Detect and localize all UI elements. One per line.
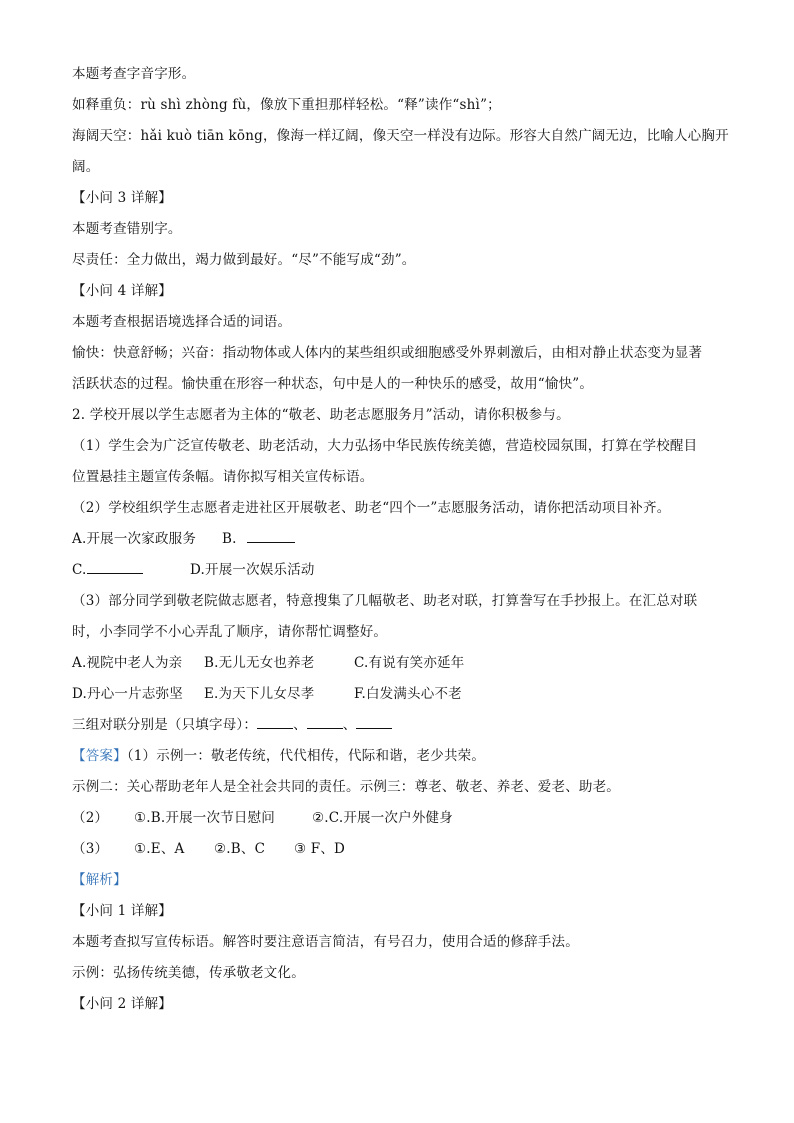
question-part: （2）学校组织学生志愿者走进社区开展敬老、助老“四个一”志愿服务活动，请你把活动项目补齐。 [72, 500, 671, 516]
answer-blank[interactable] [307, 714, 343, 729]
answer-2-2: ②.C.开展一次户外健身 [312, 810, 453, 826]
answer-3-3: ③ F、D [294, 841, 346, 857]
text-line: 本题考查错别字。 [72, 221, 182, 237]
couplet-option-a: A.视院中老人为亲 [72, 655, 183, 671]
text-line: 海阔天空：hǎi kuò tiān kōng，像海一样辽阔，像天空一样没有边际。形容大自然广阔无边，比喻人心胸开 [72, 128, 729, 144]
couplet-option-e: E.为天下儿女尽孝 [204, 686, 315, 702]
answer-line: （2） ①.B.开展一次节日慰问 ②.C.开展一次户外健身 [72, 807, 724, 838]
answer-line: 【答案】（1）示例一：敬老传统，代代相传，代际和谐，老少共荣。 [72, 748, 486, 764]
section-heading: 【小问 2 详解】 [72, 996, 172, 1012]
question-title: 2. 学校开展以学生志愿者为主体的“敬老、助老志愿服务月”活动，请你积极参与。 [72, 407, 570, 423]
option-a: A.开展一次家政服务 [72, 531, 197, 547]
section-heading: 【小问 3 详解】 [72, 190, 172, 206]
couplet-option-d: D.丹心一片志弥坚 [72, 686, 183, 702]
question-part: 位置悬挂主题宣传条幅。请你拟写相关宣传标语。 [72, 469, 374, 485]
pairs-label: 三组对联分别是（只填字母）： [72, 717, 258, 733]
option-d: D.开展一次娱乐活动 [190, 562, 315, 578]
couplet-options-row [72, 683, 724, 714]
text-line: 阔。 [72, 159, 100, 175]
option-c-label: C. [72, 562, 87, 578]
section-heading: 【小问 4 详解】 [72, 283, 172, 299]
pairs-row: 三组对联分别是（只填字母）： 、 、 [72, 714, 724, 745]
text-line: 本题考查根据语境选择合适的词语。 [72, 314, 292, 330]
answer-2-1: ①.B.开展一次节日慰问 [134, 810, 276, 826]
couplet-option-b: B.无儿无女也养老 [204, 655, 315, 671]
text-line: 愉快：快意舒畅；兴奋：指动物体或人体内的某些组织或细胞感受外界刺激后，由相对静止状态变为显著 [72, 345, 703, 361]
text-line: 示例：弘扬传统美德，传承敬老文化。 [72, 965, 305, 981]
answer-blank[interactable] [356, 714, 392, 729]
answer-blank[interactable] [87, 559, 143, 574]
answer-line: （3） ①.E、A ②.B、C ③ F、D [72, 838, 724, 869]
couplet-option-c: C.有说有笑亦延年 [354, 655, 465, 671]
analysis-tag: 【解析】 [72, 872, 127, 888]
answer-3-2: ②.B、C [214, 841, 266, 857]
option-row [72, 528, 724, 559]
text-line: 活跃状态的过程。愉快重在形容一种状态，句中是人的一种快乐的感受，故用“愉快”。 [72, 376, 594, 392]
answer-blank[interactable] [257, 714, 293, 729]
answer-tag: 【答案】 [72, 748, 127, 764]
question-part: （3）部分同学到敬老院做志愿者，特意搜集了几幅敬老、助老对联，打算誊写在手抄报上。在汇总对联 [72, 593, 698, 609]
couplet-options-row [72, 652, 724, 683]
answer-blank[interactable] [247, 528, 295, 543]
option-row [72, 559, 724, 590]
answer-3-1: ①.E、A [134, 841, 185, 857]
document-page [72, 63, 729, 1024]
answer-line: 示例二：关心帮助老年人是全社会共同的责任。示例三：尊老、敬老、养老、爱老、助老。 [72, 779, 620, 795]
option-b-label: B. [222, 531, 237, 547]
text-line: 如释重负：rù shì zhòng fù，像放下重担那样轻松。“释”读作“shì”； [72, 97, 501, 113]
text-line: 本题考查拟写宣传标语。解答时要注意语言简洁，有号召力，使用合适的修辞手法。 [72, 934, 579, 950]
question-part: （1）学生会为广泛宣传敬老、助老活动，大力弘扬中华民族传统美德，营造校园氛围，打算在学校醒目 [72, 438, 698, 454]
text-line: 尽责任：全力做出，竭力做到最好。“尽”不能写成“劲”。 [72, 252, 416, 268]
couplet-option-f: F.白发满头心不老 [354, 686, 462, 702]
text-line: 本题考查字音字形。 [72, 66, 196, 82]
question-part: 时，小李同学不小心弄乱了顺序，请你帮忙调整好。 [72, 624, 388, 640]
section-heading: 【小问 1 详解】 [72, 903, 172, 919]
